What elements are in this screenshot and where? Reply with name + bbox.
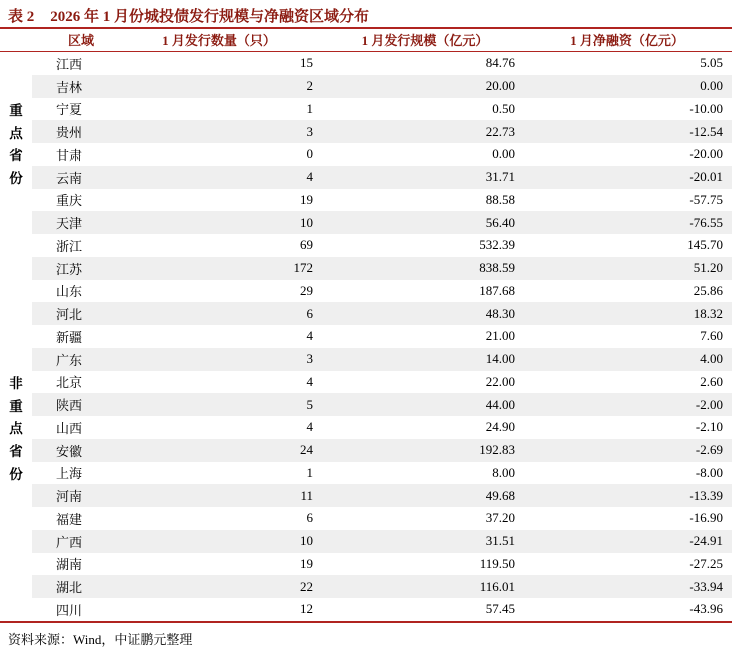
net-financing-cell: -13.39 (530, 484, 732, 507)
issue-count-cell: 0 (306, 146, 313, 162)
issue-scale-cell: 187.68 (479, 282, 515, 298)
issue-scale-cell: 8.00 (492, 464, 515, 480)
issue-count-cell: 29 (300, 282, 313, 298)
issue-scale-cell: 14.00 (330, 348, 530, 371)
net-financing-cell: -2.10 (695, 419, 723, 435)
region-cell: 广东 (32, 348, 130, 371)
column-header-issue-count: 1 月发行数量（只） (162, 33, 276, 49)
issue-scale-cell: 20.00 (330, 75, 530, 98)
region-cell: 河北 (32, 302, 130, 325)
issue-scale-cell: 119.50 (479, 555, 515, 571)
table-row (0, 416, 732, 439)
group-label-char (0, 348, 32, 371)
issue-scale-cell: 532.39 (479, 237, 515, 253)
net-financing-cell: 4.00 (530, 348, 732, 371)
issue-scale-cell: 0.50 (492, 100, 515, 116)
group-label-char (0, 52, 32, 75)
issue-count-cell: 19 (300, 555, 313, 571)
table-row (0, 462, 732, 485)
group-label-char (0, 75, 32, 98)
net-financing-cell: -2.00 (530, 393, 732, 416)
region-cell: 河南 (32, 484, 130, 507)
issue-scale-cell: 57.45 (485, 601, 515, 617)
table-row (0, 507, 732, 530)
region-cell: 甘肃 (56, 147, 83, 163)
issue-scale-cell: 48.30 (330, 302, 530, 325)
net-financing-cell: -57.75 (689, 191, 723, 207)
group-label-char (0, 598, 32, 621)
net-financing-cell: 2.60 (700, 373, 723, 389)
net-financing-cell: 145.70 (687, 237, 723, 253)
issue-scale-cell: 88.58 (485, 191, 515, 207)
group-label-char: 省 (9, 148, 23, 164)
issue-count-cell: 4 (306, 373, 313, 389)
table-row (0, 280, 732, 303)
region-cell: 贵州 (32, 120, 130, 143)
issue-count-cell: 24 (130, 439, 330, 462)
issue-count-cell: 69 (300, 237, 313, 253)
region-cell: 北京 (56, 375, 83, 391)
issue-count-cell: 3 (130, 348, 330, 371)
net-financing-cell: -20.01 (530, 166, 732, 189)
table-row (0, 575, 732, 598)
table-row (0, 325, 732, 348)
table-row (0, 553, 732, 576)
issue-count-cell: 172 (130, 257, 330, 280)
group-label-char (0, 553, 32, 576)
issue-scale-cell: 49.68 (330, 484, 530, 507)
column-header-issue-scale: 1 月发行规模（亿元） (361, 33, 489, 49)
table-row (0, 166, 732, 189)
issue-scale-cell: 21.00 (485, 328, 515, 344)
net-financing-cell: 18.32 (530, 302, 732, 325)
net-financing-cell: 5.05 (700, 55, 723, 71)
group-label-char (0, 575, 32, 598)
table-row (0, 257, 732, 280)
group-label-char: 点 (9, 125, 23, 141)
region-cell: 上海 (56, 466, 83, 482)
group-label-char (0, 530, 32, 553)
group-label-char: 省 (9, 444, 23, 460)
region-cell: 山西 (56, 420, 83, 436)
table-header-row (0, 29, 732, 51)
table-row (0, 439, 732, 462)
table-row (0, 598, 732, 621)
group-label-char: 份 (9, 171, 23, 187)
issue-count-cell: 19 (300, 191, 313, 207)
group-label-char (0, 325, 32, 348)
source-note: 资料来源：Wind，中证鹏元整理 (8, 631, 193, 647)
group-label-char: 重 (9, 102, 23, 118)
group-label-char (0, 302, 32, 325)
net-financing-cell: -8.00 (695, 464, 723, 480)
region-cell: 新疆 (56, 329, 83, 345)
group-label-char: 点 (9, 421, 23, 437)
region-cell: 江西 (56, 56, 83, 72)
table-row (0, 484, 732, 507)
issue-count-cell: 2 (130, 75, 330, 98)
issue-count-cell: 5 (130, 393, 330, 416)
net-financing-cell: -33.94 (530, 575, 732, 598)
group-label-char (0, 234, 32, 257)
table-row (0, 143, 732, 166)
net-financing-cell: 0.00 (530, 75, 732, 98)
issue-scale-cell: 22.00 (485, 373, 515, 389)
column-header-net-financing: 1 月净融资（亿元） (570, 33, 684, 49)
issue-scale-cell: 192.83 (330, 439, 530, 462)
issue-count-cell: 4 (130, 166, 330, 189)
table-row (0, 98, 732, 121)
group-label-char (0, 507, 32, 530)
issue-scale-cell: 24.90 (485, 419, 515, 435)
issue-scale-cell: 44.00 (330, 393, 530, 416)
region-cell: 广西 (32, 530, 130, 553)
issue-count-cell: 12 (300, 601, 313, 617)
region-cell: 宁夏 (56, 102, 83, 118)
issue-scale-cell: 838.59 (330, 257, 530, 280)
issue-scale-cell: 84.76 (485, 55, 515, 71)
region-cell: 重庆 (56, 193, 83, 209)
net-financing-cell: -2.69 (530, 439, 732, 462)
table-row (0, 120, 732, 143)
region-cell: 江苏 (32, 257, 130, 280)
table-row (0, 52, 732, 75)
issue-count-cell: 10 (130, 530, 330, 553)
table-row (0, 393, 732, 416)
net-financing-cell: -12.54 (530, 120, 732, 143)
table-caption (0, 0, 732, 27)
issue-scale-cell: 37.20 (485, 510, 515, 526)
table-row (0, 302, 732, 325)
net-financing-cell: -24.91 (530, 530, 732, 553)
region-cell: 四川 (56, 602, 83, 618)
table-number: 表 2 (8, 9, 35, 25)
table-row (0, 211, 732, 234)
region-cell: 安徽 (32, 439, 130, 462)
issue-scale-cell: 0.00 (492, 146, 515, 162)
issue-count-cell: 10 (130, 211, 330, 234)
group-label-char: 非 (9, 375, 23, 391)
group-label-char (0, 189, 32, 212)
issue-scale-cell: 31.51 (330, 530, 530, 553)
region-cell: 浙江 (56, 238, 83, 254)
net-financing-cell: -10.00 (689, 100, 723, 116)
table-row (0, 234, 732, 257)
region-cell: 湖南 (56, 557, 83, 573)
group-label-char: 重 (9, 398, 23, 414)
table-row (0, 348, 732, 371)
issue-count-cell: 1 (306, 464, 313, 480)
group-label-char (0, 280, 32, 303)
issue-scale-cell: 22.73 (330, 120, 530, 143)
table-row (0, 371, 732, 394)
issue-count-cell: 4 (306, 419, 313, 435)
net-financing-cell: -16.90 (689, 510, 723, 526)
table-row (0, 530, 732, 553)
table-row (0, 189, 732, 212)
table-body (0, 52, 732, 621)
issue-count-cell: 6 (306, 510, 313, 526)
region-cell: 吉林 (32, 75, 130, 98)
net-financing-cell: 7.60 (700, 328, 723, 344)
net-financing-cell: -76.55 (530, 211, 732, 234)
group-label-char (0, 211, 32, 234)
issue-scale-cell: 56.40 (330, 211, 530, 234)
issue-scale-cell: 31.71 (330, 166, 530, 189)
issue-count-cell: 22 (130, 575, 330, 598)
issue-scale-cell: 116.01 (330, 575, 530, 598)
group-label-char (0, 484, 32, 507)
net-financing-cell: -27.25 (689, 555, 723, 571)
group-label-char: 份 (9, 466, 23, 482)
group-label-char (0, 257, 32, 280)
region-cell: 云南 (32, 166, 130, 189)
region-cell: 天津 (32, 211, 130, 234)
table-row (0, 75, 732, 98)
issue-count-cell: 11 (130, 484, 330, 507)
issue-count-cell: 3 (130, 120, 330, 143)
net-financing-cell: 51.20 (530, 257, 732, 280)
net-financing-cell: 25.86 (693, 282, 723, 298)
issue-count-cell: 6 (130, 302, 330, 325)
issue-count-cell: 4 (306, 328, 313, 344)
issue-count-cell: 1 (306, 100, 313, 116)
region-cell: 湖北 (32, 575, 130, 598)
column-header-region: 区域 (67, 33, 94, 49)
region-cell: 陕西 (32, 393, 130, 416)
issue-count-cell: 15 (300, 55, 313, 71)
net-financing-cell: -43.96 (689, 601, 723, 617)
table-title: 2026 年 1 月份城投债发行规模与净融资区域分布 (50, 9, 370, 25)
region-cell: 福建 (56, 511, 83, 527)
net-financing-cell: -20.00 (689, 146, 723, 162)
region-cell: 山东 (56, 284, 83, 300)
